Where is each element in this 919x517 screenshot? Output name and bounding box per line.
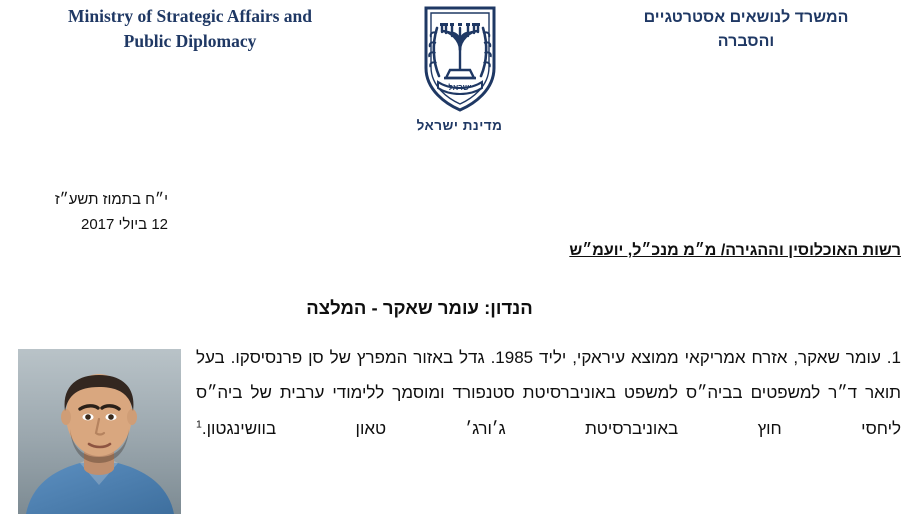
footnote-marker: 1 [196, 418, 202, 431]
portrait-photo [18, 349, 181, 514]
portrait-photo-image [18, 349, 181, 514]
ministry-name-hebrew [581, 6, 911, 54]
body-paragraph-text: עומר שאקר, אזרח אמריקאי ממוצא עיראקי, יליד 1985. גדל באזור המפרץ של סן פרנסיסקו. בעל תואר ד״ר למשפטים בביה״ס למשפט באוניברסיטת סטנפורד ומוסמך ללימודי ערבית של ביה״ס ליחסי חוץ באוניברסיטת ג׳ורג׳ טאון בוושינגטון. [196, 348, 901, 438]
ministry-name-english-line1: Ministry of Strategic Affairs and [68, 6, 312, 26]
israel-state-emblem-icon [412, 2, 508, 114]
hebrew-date: י״ח בתמוז תשע״ז [54, 191, 168, 208]
svg-text:ישראל: ישראל [447, 83, 472, 92]
subject-line [0, 297, 919, 319]
ministry-name-english-line2: Public Diplomacy [123, 31, 257, 52]
ministry-name-hebrew-line1: המשרד לנושאים אסטרטגיים [643, 9, 849, 26]
ministry-name-hebrew-line2: והסברה [717, 33, 775, 50]
body-paragraph [196, 340, 901, 446]
date-block [18, 188, 168, 238]
document-header [0, 0, 919, 150]
list-item-number: 1. [886, 348, 901, 367]
gregorian-date: 12 ביולי 2017 [80, 215, 168, 233]
addressee-line: רשות האוכלוסין וההגירה/ מ״מ מנכ״ל, יועמ״ש [569, 242, 901, 259]
document-body [0, 340, 919, 517]
emblem-caption: מדינת ישראל [416, 118, 503, 133]
subject-text: הנדון: עומר שאקר - המלצה [306, 297, 533, 318]
